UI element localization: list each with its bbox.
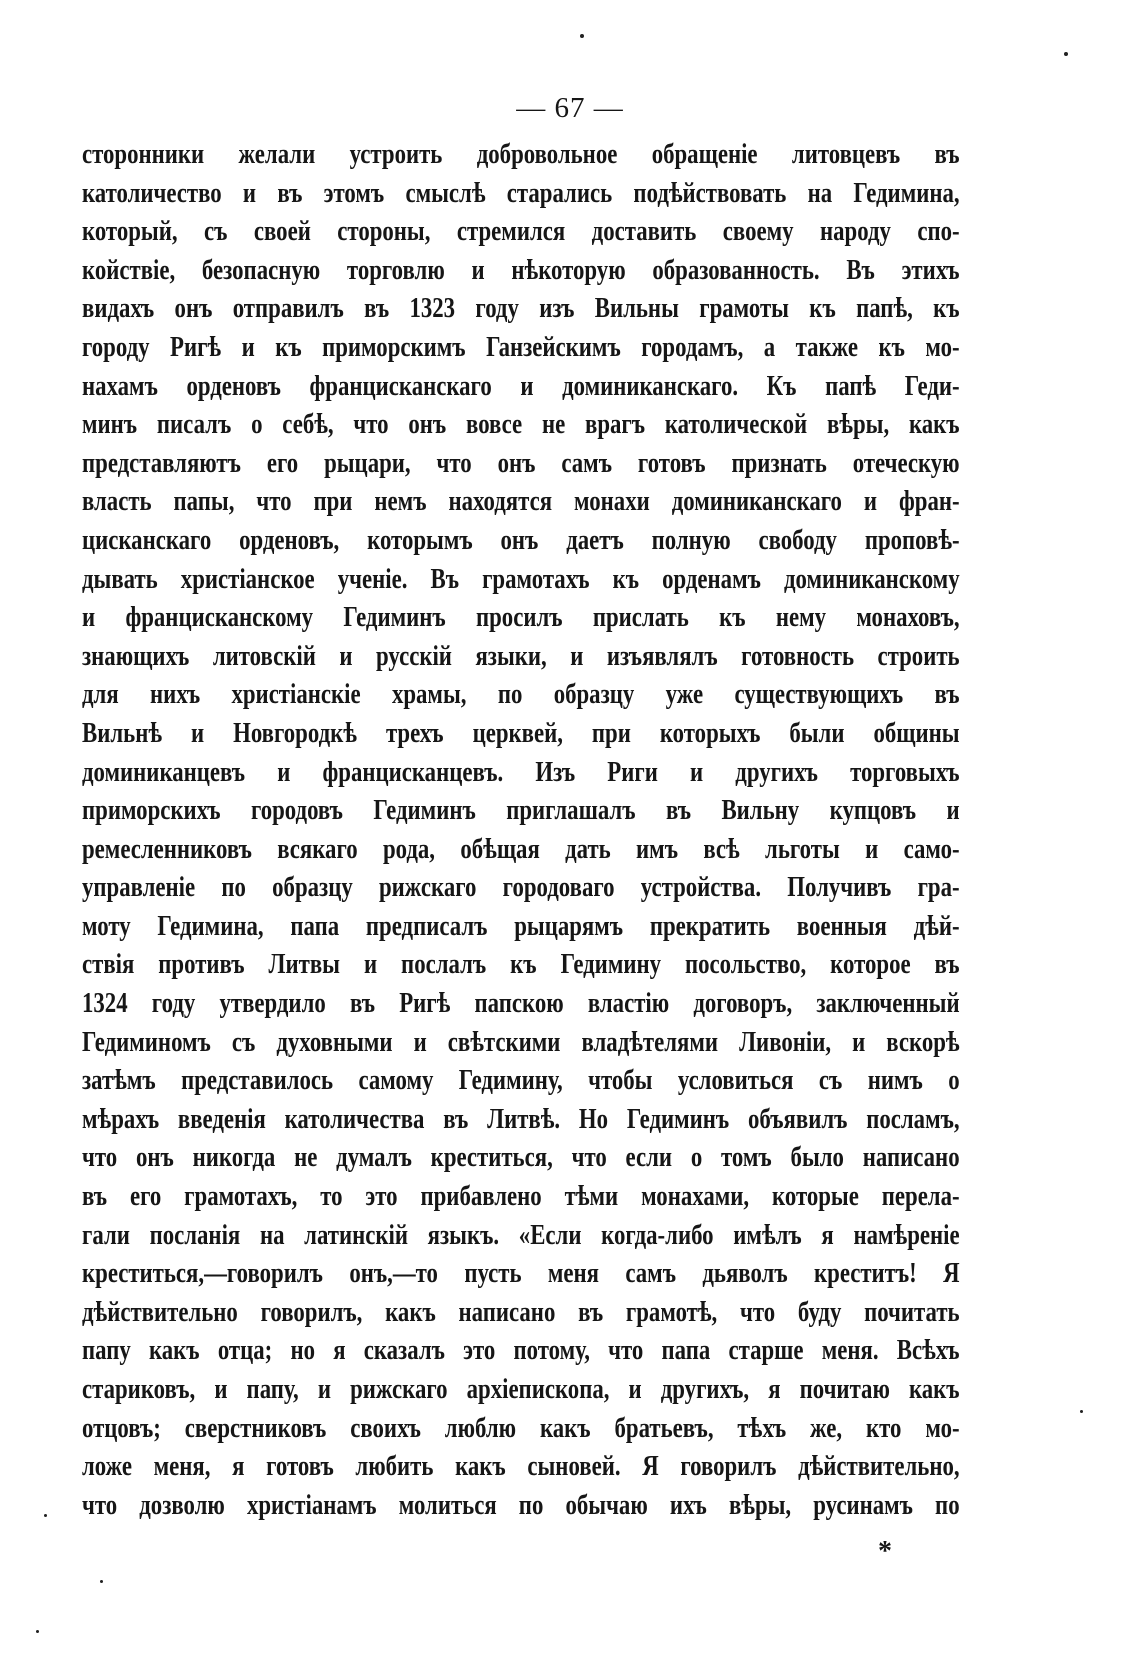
text-line: приморскихъ городовъ Гедиминъ приглашалъ въ Вильну купцовъ и [82, 795, 960, 827]
text-line: управленіе по образцу рижскаго городоваго устройства. Получивъ гра- [82, 872, 960, 904]
text-line: 1324 году утвердило въ Ригѣ папскою властію договоръ, заключенный [82, 988, 960, 1020]
text-line: моту Гедимина, папа предписалъ рыцарямъ прекратить военныя дѣй- [82, 910, 960, 942]
text-line: мѣрахъ введенія католичества въ Литвѣ. Но Гедиминъ объявилъ посламъ, [82, 1103, 960, 1135]
scan-speck [44, 1514, 47, 1517]
text-line: отцовъ; сверстниковъ своихъ люблю какъ братьевъ, тѣхъ же, кто мо- [82, 1412, 960, 1444]
text-line: ствія противъ Литвы и послалъ къ Гедимину посольство, которое въ [82, 949, 960, 981]
text-line: цисканскаго орденовъ, которымъ онъ даетъ полную свободу проповѣ- [82, 524, 960, 556]
text-line: дѣйствительно говорилъ, какъ написано въ грамотѣ, что буду почитать [82, 1296, 960, 1328]
scan-speck [36, 1630, 39, 1633]
text-line: видахъ онъ отправилъ въ 1323 году изъ Вильны грамоты къ папѣ, къ [82, 293, 960, 325]
text-line: сторонники желали устроить добровольное обращеніе литовцевъ въ [82, 139, 960, 170]
text-line: дывать христіанское ученіе. Въ грамотахъ къ орденамъ доминиканскому [82, 563, 960, 595]
signature-mark: * [878, 1536, 892, 1567]
text-line: минъ писалъ о себѣ, что онъ вовсе не врагъ католической вѣры, какъ [82, 409, 960, 441]
text-line: что дозволю христіанамъ молиться по обычаю ихъ вѣры, русинамъ по [82, 1489, 960, 1521]
text-line: и францисканскому Гедиминъ просилъ прислать къ нему монаховъ, [82, 602, 960, 634]
text-line: стариковъ, и папу, и рижскаго архіепископа, и другихъ, я почитаю какъ [82, 1374, 960, 1405]
scan-speck [1080, 1410, 1083, 1413]
text-line: гали посланія на латинскій языкъ. «Если когда-либо имѣлъ я намѣреніе [82, 1219, 960, 1251]
text-line: городу Ригѣ и къ приморскимъ Ганзейскимъ городамъ, а также къ мо- [82, 331, 960, 363]
body-text [82, 136, 960, 1525]
scan-speck [100, 1580, 103, 1583]
text-line: койствіе, безопасную торговлю и нѣкоторую образованность. Въ этихъ [82, 254, 960, 286]
scan-speck [580, 34, 584, 38]
text-line: что онъ никогда не думалъ креститься, что если о томъ было написано [82, 1142, 960, 1174]
text-line: ремесленниковъ всякаго рода, обѣщая дать имъ всѣ льготы и само- [82, 833, 960, 865]
text-line: который, съ своей стороны, стремился доставить своему народу спо- [82, 216, 960, 248]
text-line: креститься,—говорилъ онъ,—то пусть меня самъ дьяволъ креститъ! Я [82, 1258, 960, 1290]
text-line: доминиканцевъ и францисканцевъ. Изъ Риги и другихъ торговыхъ [82, 756, 960, 788]
page-number: — 67 — [516, 92, 624, 124]
text-line: католичество и въ этомъ смыслѣ старались подѣйствовать на Гедимина, [82, 177, 960, 209]
text-line: въ его грамотахъ, то это прибавлено тѣми монахами, которые перела- [82, 1181, 960, 1213]
text-line: нахамъ орденовъ францисканскаго и доминиканскаго. Къ папѣ Геди- [82, 370, 960, 402]
text-line: ложе меня, я готовъ любить какъ сыновей. Я говорилъ дѣйствительно, [82, 1451, 960, 1483]
text-line: представляютъ его рыцари, что онъ самъ готовъ признать отеческую [82, 447, 960, 479]
text-line: затѣмъ представилось самому Гедимину, чтобы условиться съ нимъ о [82, 1065, 960, 1097]
text-line: власть папы, что при немъ находятся монахи доминиканскаго и фран- [82, 486, 960, 518]
text-line: Вильнѣ и Новгородкѣ трехъ церквей, при которыхъ были общины [82, 717, 960, 749]
text-line: папу какъ отца; но я сказалъ это потому, что папа старше меня. Всѣхъ [82, 1335, 960, 1367]
scan-speck [1064, 52, 1068, 56]
text-line: знающихъ литовскій и русскій языки, и изъявлялъ готовность строить [82, 640, 960, 672]
text-line: для нихъ христіанскіе храмы, по образцу уже существующихъ въ [82, 679, 960, 711]
text-line: Гедиминомъ съ духовными и свѣтскими владѣтелями Ливоніи, и вскорѣ [82, 1026, 960, 1058]
